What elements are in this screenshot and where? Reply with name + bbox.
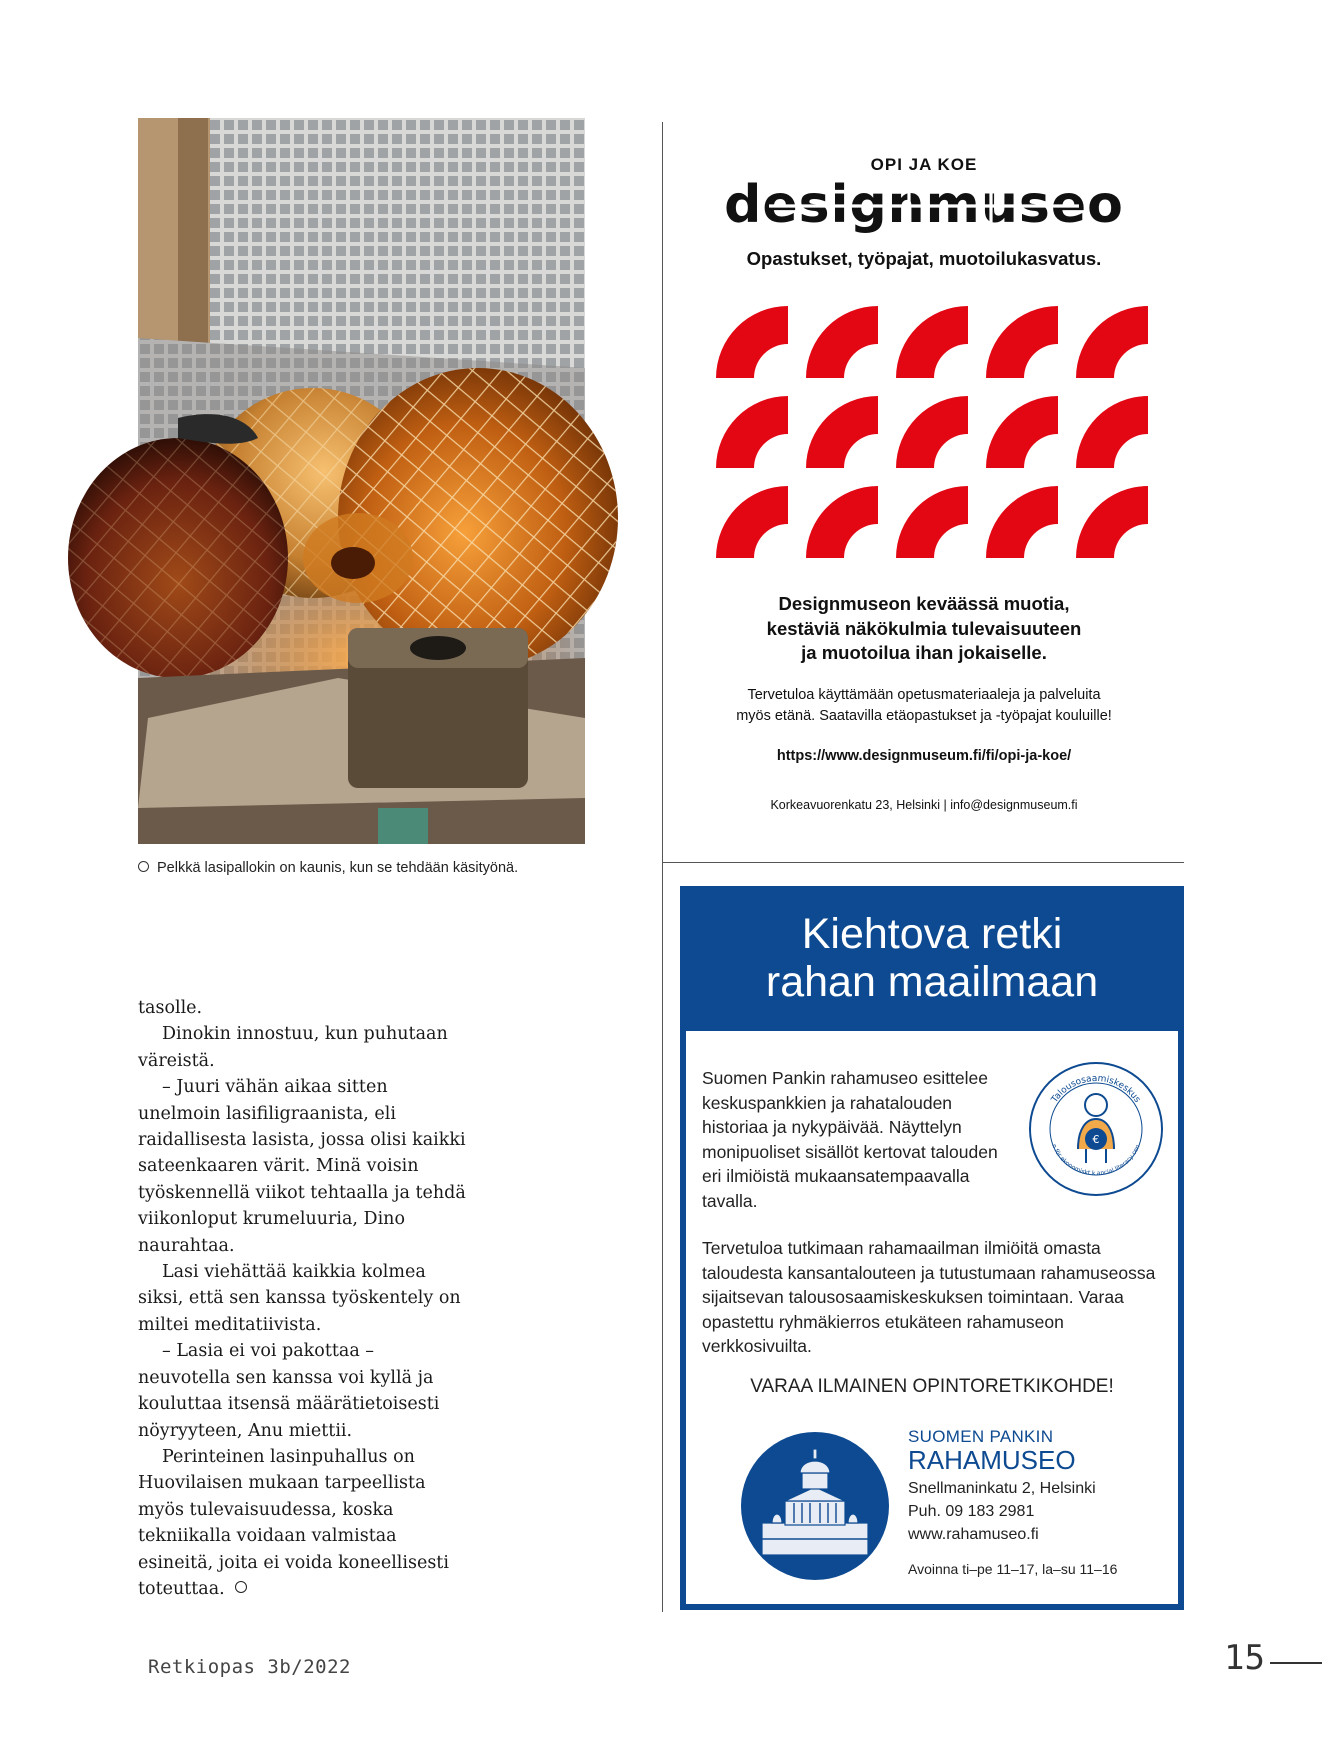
glass-balls-photo (138, 118, 585, 844)
paragraph-last (138, 1444, 468, 1602)
rm-phone: Puh. 09 183 2981 (908, 1503, 1035, 1520)
article-body (138, 995, 468, 1602)
paragraph: – Juuri vähän aikaa sitten unelmoin lasifiligraanista, eli raidallisesta lasista, jossa olisi kaikki sateenkaaren värit. Minä voisin työskennellä viikot tehtaalla ja tehdä viikonloput krumeluuria, Dino naurahtaa. (138, 1077, 466, 1256)
red-quarter-shape (1076, 486, 1148, 558)
badge-graphic (1026, 1059, 1166, 1199)
end-mark-icon (235, 1581, 247, 1593)
page-number-rule (1270, 1662, 1322, 1664)
red-quarter-shape (716, 306, 788, 378)
cathedral-emblem (740, 1431, 890, 1586)
red-quarter-shape (986, 306, 1058, 378)
red-quarter-shape (716, 396, 788, 468)
red-quarter-shape (1076, 306, 1148, 378)
designmuseo-logo-graphic (724, 172, 1124, 242)
dm-tagline: Opastukset, työpajat, muotoilukasvatus. (746, 248, 1102, 269)
svg-text:designmuseo: designmuseo (724, 175, 1124, 235)
rm-content-box (686, 1031, 1178, 1604)
publication-name: Retkiopas 3b/2022 (148, 1656, 351, 1678)
rm-address: Snellmaninkatu 2, Helsinki (908, 1480, 1096, 1497)
cathedral-emblem-graphic (740, 1431, 890, 1581)
photo-caption (138, 860, 518, 876)
red-quarter-shape (986, 486, 1058, 558)
red-quarter-shape (986, 396, 1058, 468)
rm-cta: VARAA ILMAINEN OPINTORETKIKOHDE! (750, 1376, 1114, 1397)
dm-heading-line: Designmuseon keväässä muotia, (778, 593, 1070, 614)
dm-address: Korkeavuorenkatu 23, Helsinki | info@designmuseum.fi (770, 798, 1078, 812)
ad-divider (662, 862, 1184, 863)
red-quarter-shape (806, 486, 878, 558)
page-number: 15 (1224, 1638, 1265, 1678)
rm-title-line: rahan maailmaan (765, 958, 1099, 1006)
paragraph-text: Perinteinen lasinpuhallus on Huovilaisen mukaan tarpeellista myös tulevaisuudessa, koska tekniikalla voidaan valmistaa esineitä, joita ei voida koneellisesti toteuttaa. (138, 1446, 449, 1599)
red-quarter-shape (806, 306, 878, 378)
dm-quarter-pattern (716, 306, 1148, 561)
red-quarter-shape (806, 396, 878, 468)
caption-ring-icon (138, 861, 149, 872)
paragraph: Lasi viehättää kaikkia kolmea siksi, että sen kanssa työskentely on miltei meditatiivista. (138, 1262, 461, 1335)
dm-body-line: Tervetuloa käyttämään opetusmateriaaleja ja palveluita (747, 687, 1101, 703)
rm-title (680, 910, 1184, 1006)
dm-body-line: myös etänä. Saatavilla etäopastukset ja -työpajat kouluille! (736, 708, 1112, 724)
red-quarter-shape (896, 306, 968, 378)
paragraph: – Lasia ei voi pakottaa – neuvotella sen kanssa voi kyllä ja kouluttaa itsensä määrätietoisesti nöyryyteen, Anu miettii. (138, 1341, 440, 1441)
svg-text:Financial literacy centre: ancial literacy cen (1096, 1143, 1142, 1178)
paragraph: Dinokin innostuu, kun puhutaan väreistä. (138, 1024, 448, 1071)
rm-intro: Suomen Pankin rahamuseo esittelee keskuspankkien ja rahatalouden historiaa ja nykypäivää. Näyttelyn monipuoliset sisällöt kertovat talouden eri ilmiöistä mukaansatempaavalla tavalla. (702, 1068, 998, 1211)
svg-text:€: € (1092, 1133, 1100, 1146)
svg-text:Talousosaamiskeskus: Talousosaamiskeskus (1049, 1073, 1143, 1105)
rm-body: Tervetuloa tutkimaan rahamaailman ilmiöitä omasta taloudesta kansantalouteen ja tutustumaan rahamuseossa sijaitsevan talousosaamiskeskuksen toimintaan. Varaa opastettu ryhmäkierros etukäteen rahamuseon verkkosivuilta. (702, 1238, 1156, 1356)
rm-title-line: Kiehtova retki (801, 910, 1063, 958)
dm-heading (663, 592, 1185, 666)
dm-url-link[interactable]: https://www.designmuseum.fi/fi/opi-ja-koe/ (776, 748, 1072, 764)
talousosaamiskeskus-badge (1026, 1059, 1166, 1204)
rm-name-line1: SUOMEN PANKIN (908, 1427, 1054, 1446)
svg-text:Centralen för ekonomiskt kunna: n för ekonomiskt k (1050, 1143, 1096, 1178)
paragraph: tasolle. (138, 998, 203, 1018)
red-quarter-shape (1076, 396, 1148, 468)
rm-name-line2: RAHAMUSEO (908, 1445, 1076, 1475)
column-divider (662, 122, 663, 1612)
red-quarter-shape (896, 486, 968, 558)
dm-heading-line: ja muotoilua ihan jokaiselle. (801, 642, 1047, 663)
caption-text: Pelkkä lasipallokin on kaunis, kun se tehdään käsityönä. (157, 860, 519, 876)
dm-heading-line: kestäviä näkökulmia tulevaisuuteen (766, 617, 1082, 639)
rm-hours: Avoinna ti–pe 11–17, la–su 11–16 (908, 1561, 1118, 1577)
designmuseo-logo (663, 172, 1185, 247)
rahamuseo-ad (680, 886, 1184, 1610)
dm-kicker: OPI JA KOE (870, 155, 978, 174)
red-quarter-shape (896, 396, 968, 468)
red-quarter-shape (716, 486, 788, 558)
dm-quarter-pattern-graphic (716, 306, 1148, 556)
rm-web-link[interactable]: www.rahamuseo.fi (908, 1526, 1039, 1543)
dm-body (663, 685, 1185, 727)
